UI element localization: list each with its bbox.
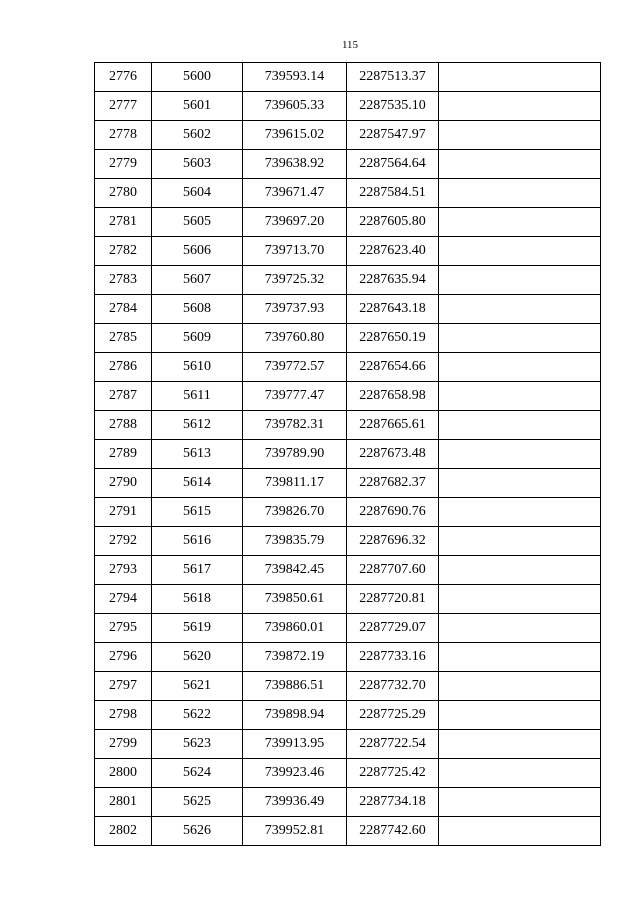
coordinates-table	[94, 62, 601, 846]
y-coordinate-cell: 2287654.66	[347, 353, 439, 382]
x-coordinate-cell: 739913.95	[243, 730, 347, 759]
table-row	[95, 295, 601, 324]
row-index-cell: 2797	[95, 672, 152, 701]
point-id-cell: 5609	[152, 324, 243, 353]
row-index-cell: 2784	[95, 295, 152, 324]
note-cell	[439, 817, 601, 846]
y-coordinate-cell: 2287707.60	[347, 556, 439, 585]
note-cell	[439, 556, 601, 585]
x-coordinate-cell: 739760.80	[243, 324, 347, 353]
table-row	[95, 817, 601, 846]
note-cell	[439, 179, 601, 208]
point-id-cell: 5620	[152, 643, 243, 672]
y-coordinate-cell: 2287720.81	[347, 585, 439, 614]
table-row	[95, 788, 601, 817]
x-coordinate-cell: 739772.57	[243, 353, 347, 382]
x-coordinate-cell: 739936.49	[243, 788, 347, 817]
note-cell	[439, 701, 601, 730]
y-coordinate-cell: 2287584.51	[347, 179, 439, 208]
point-id-cell: 5600	[152, 63, 243, 92]
row-index-cell: 2776	[95, 63, 152, 92]
note-cell	[439, 672, 601, 701]
point-id-cell: 5623	[152, 730, 243, 759]
row-index-cell: 2801	[95, 788, 152, 817]
table-row	[95, 208, 601, 237]
point-id-cell: 5602	[152, 121, 243, 150]
table-row	[95, 266, 601, 295]
y-coordinate-cell: 2287535.10	[347, 92, 439, 121]
table-row	[95, 498, 601, 527]
row-index-cell: 2786	[95, 353, 152, 382]
point-id-cell: 5618	[152, 585, 243, 614]
table-row	[95, 324, 601, 353]
table-row	[95, 701, 601, 730]
y-coordinate-cell: 2287732.70	[347, 672, 439, 701]
note-cell	[439, 382, 601, 411]
note-cell	[439, 92, 601, 121]
x-coordinate-cell: 739860.01	[243, 614, 347, 643]
row-index-cell: 2788	[95, 411, 152, 440]
point-id-cell: 5617	[152, 556, 243, 585]
note-cell	[439, 759, 601, 788]
note-cell	[439, 237, 601, 266]
note-cell	[439, 440, 601, 469]
x-coordinate-cell: 739789.90	[243, 440, 347, 469]
row-index-cell: 2798	[95, 701, 152, 730]
row-index-cell: 2800	[95, 759, 152, 788]
note-cell	[439, 527, 601, 556]
y-coordinate-cell: 2287547.97	[347, 121, 439, 150]
point-id-cell: 5606	[152, 237, 243, 266]
point-id-cell: 5608	[152, 295, 243, 324]
y-coordinate-cell: 2287564.64	[347, 150, 439, 179]
note-cell	[439, 208, 601, 237]
y-coordinate-cell: 2287742.60	[347, 817, 439, 846]
note-cell	[439, 469, 601, 498]
point-id-cell: 5601	[152, 92, 243, 121]
x-coordinate-cell: 739737.93	[243, 295, 347, 324]
row-index-cell: 2778	[95, 121, 152, 150]
x-coordinate-cell: 739593.14	[243, 63, 347, 92]
note-cell	[439, 614, 601, 643]
table-row	[95, 353, 601, 382]
table-row	[95, 730, 601, 759]
table-row	[95, 527, 601, 556]
table-row	[95, 759, 601, 788]
row-index-cell: 2789	[95, 440, 152, 469]
y-coordinate-cell: 2287696.32	[347, 527, 439, 556]
y-coordinate-cell: 2287658.98	[347, 382, 439, 411]
row-index-cell: 2796	[95, 643, 152, 672]
note-cell	[439, 585, 601, 614]
x-coordinate-cell: 739898.94	[243, 701, 347, 730]
note-cell	[439, 150, 601, 179]
y-coordinate-cell: 2287673.48	[347, 440, 439, 469]
y-coordinate-cell: 2287690.76	[347, 498, 439, 527]
coordinates-table-body	[95, 63, 601, 846]
note-cell	[439, 266, 601, 295]
row-index-cell: 2779	[95, 150, 152, 179]
x-coordinate-cell: 739605.33	[243, 92, 347, 121]
table-row	[95, 411, 601, 440]
note-cell	[439, 788, 601, 817]
y-coordinate-cell: 2287643.18	[347, 295, 439, 324]
table-row	[95, 672, 601, 701]
x-coordinate-cell: 739615.02	[243, 121, 347, 150]
point-id-cell: 5612	[152, 411, 243, 440]
table-row	[95, 614, 601, 643]
point-id-cell: 5613	[152, 440, 243, 469]
note-cell	[439, 730, 601, 759]
x-coordinate-cell: 739872.19	[243, 643, 347, 672]
row-index-cell: 2787	[95, 382, 152, 411]
y-coordinate-cell: 2287665.61	[347, 411, 439, 440]
row-index-cell: 2777	[95, 92, 152, 121]
point-id-cell: 5626	[152, 817, 243, 846]
note-cell	[439, 295, 601, 324]
x-coordinate-cell: 739725.32	[243, 266, 347, 295]
table-row	[95, 150, 601, 179]
y-coordinate-cell: 2287513.37	[347, 63, 439, 92]
y-coordinate-cell: 2287623.40	[347, 237, 439, 266]
point-id-cell: 5603	[152, 150, 243, 179]
note-cell	[439, 498, 601, 527]
x-coordinate-cell: 739713.70	[243, 237, 347, 266]
row-index-cell: 2799	[95, 730, 152, 759]
y-coordinate-cell: 2287733.16	[347, 643, 439, 672]
y-coordinate-cell: 2287725.29	[347, 701, 439, 730]
x-coordinate-cell: 739811.17	[243, 469, 347, 498]
x-coordinate-cell: 739638.92	[243, 150, 347, 179]
row-index-cell: 2792	[95, 527, 152, 556]
row-index-cell: 2791	[95, 498, 152, 527]
point-id-cell: 5611	[152, 382, 243, 411]
note-cell	[439, 411, 601, 440]
y-coordinate-cell: 2287729.07	[347, 614, 439, 643]
x-coordinate-cell: 739886.51	[243, 672, 347, 701]
row-index-cell: 2802	[95, 817, 152, 846]
point-id-cell: 5622	[152, 701, 243, 730]
point-id-cell: 5624	[152, 759, 243, 788]
x-coordinate-cell: 739923.46	[243, 759, 347, 788]
row-index-cell: 2780	[95, 179, 152, 208]
row-index-cell: 2783	[95, 266, 152, 295]
row-index-cell: 2793	[95, 556, 152, 585]
x-coordinate-cell: 739835.79	[243, 527, 347, 556]
y-coordinate-cell: 2287635.94	[347, 266, 439, 295]
note-cell	[439, 63, 601, 92]
x-coordinate-cell: 739842.45	[243, 556, 347, 585]
table-row	[95, 92, 601, 121]
table-row	[95, 179, 601, 208]
point-id-cell: 5616	[152, 527, 243, 556]
point-id-cell: 5615	[152, 498, 243, 527]
note-cell	[439, 353, 601, 382]
row-index-cell: 2794	[95, 585, 152, 614]
x-coordinate-cell: 739671.47	[243, 179, 347, 208]
x-coordinate-cell: 739777.47	[243, 382, 347, 411]
row-index-cell: 2781	[95, 208, 152, 237]
point-id-cell: 5614	[152, 469, 243, 498]
x-coordinate-cell: 739826.70	[243, 498, 347, 527]
table-row	[95, 643, 601, 672]
point-id-cell: 5605	[152, 208, 243, 237]
y-coordinate-cell: 2287734.18	[347, 788, 439, 817]
note-cell	[439, 324, 601, 353]
y-coordinate-cell: 2287725.42	[347, 759, 439, 788]
y-coordinate-cell: 2287650.19	[347, 324, 439, 353]
y-coordinate-cell: 2287682.37	[347, 469, 439, 498]
table-row	[95, 556, 601, 585]
table-row	[95, 585, 601, 614]
x-coordinate-cell: 739952.81	[243, 817, 347, 846]
table-row	[95, 237, 601, 266]
row-index-cell: 2782	[95, 237, 152, 266]
point-id-cell: 5625	[152, 788, 243, 817]
table-row	[95, 63, 601, 92]
x-coordinate-cell: 739782.31	[243, 411, 347, 440]
row-index-cell: 2795	[95, 614, 152, 643]
note-cell	[439, 643, 601, 672]
x-coordinate-cell: 739850.61	[243, 585, 347, 614]
page-number: 115	[341, 39, 359, 51]
row-index-cell: 2785	[95, 324, 152, 353]
point-id-cell: 5610	[152, 353, 243, 382]
y-coordinate-cell: 2287605.80	[347, 208, 439, 237]
point-id-cell: 5607	[152, 266, 243, 295]
point-id-cell: 5619	[152, 614, 243, 643]
table-row	[95, 469, 601, 498]
note-cell	[439, 121, 601, 150]
table-row	[95, 440, 601, 469]
table-row	[95, 121, 601, 150]
table-row	[95, 382, 601, 411]
point-id-cell: 5621	[152, 672, 243, 701]
point-id-cell: 5604	[152, 179, 243, 208]
row-index-cell: 2790	[95, 469, 152, 498]
y-coordinate-cell: 2287722.54	[347, 730, 439, 759]
x-coordinate-cell: 739697.20	[243, 208, 347, 237]
